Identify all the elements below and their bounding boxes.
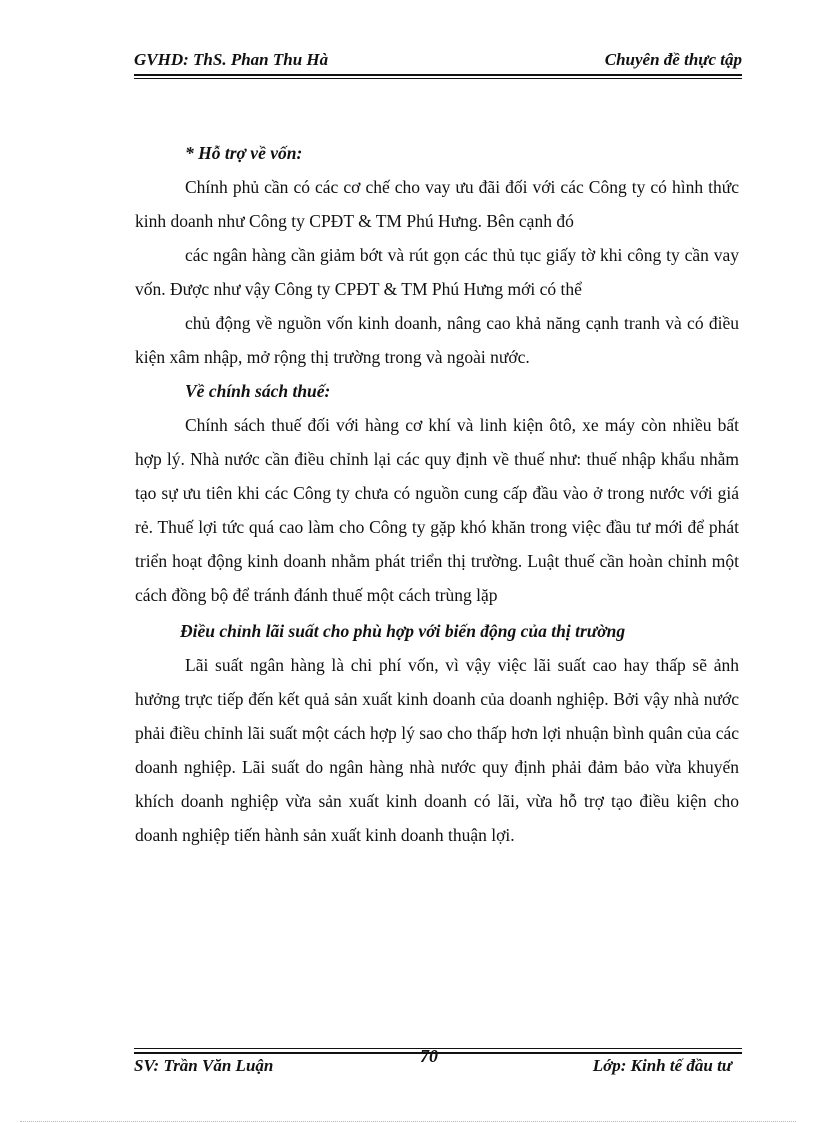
paragraph: Lãi suất ngân hàng là chi phí vốn, vì vậy việc lãi suất cao hay thấp sẽ ảnh hưởng trực tiếp đến kết quả sản xuất kinh doanh của doanh nghiệp. Bởi vậy nhà nước phải điều chỉnh lãi suất một cách hợp lý sao cho thấp hơn lợi nhuận bình quân của các doanh nghiệp. Lãi suất do ngân hàng nhà nước quy định phải đảm bảo vừa khuyến khích doanh nghiệp vừa sản xuất kinh doanh có lãi, vừa hỗ trợ tạo điều kiện cho doanh nghiệp tiến hành sản xuất kinh doanh thuận lợi.: [135, 655, 739, 845]
section-heading-interest: Điều chỉnh lãi suất cho phù hợp với biến động của thị trường: [180, 621, 626, 641]
header-rule-thin: [134, 78, 742, 79]
page-header: [134, 48, 742, 76]
footer-rule-thin: [134, 1048, 742, 1049]
footer-class: Lớp: Kinh tế đầu tư: [592, 1056, 732, 1075]
footer-student: SV: Trần Văn Luận: [134, 1056, 274, 1075]
header-rule: [134, 74, 742, 76]
paragraph: Chính phủ cần có các cơ chế cho vay ưu đãi đối với các Công ty có hình thức kinh doanh như Công ty CPĐT & TM Phú Hưng. Bên cạnh đó: [135, 177, 739, 231]
header-doc-title: Chuyên đề thực tập: [604, 50, 742, 69]
paragraph: Chính sách thuế đối với hàng cơ khí và linh kiện ôtô, xe máy còn nhiều bất hợp lý. Nhà nước cần điều chỉnh lại các quy định về thuế như: thuế nhập khẩu nhằm tạo sự ưu tiên khi các Công ty chưa có nguồn cung cấp đầu vào ở trong nước với giá rẻ. Thuế lợi tức quá cao làm cho Công ty gặp khó khăn trong việc đầu tư mới để phát triển hoạt động kinh doanh nhằm phát triển thị trường. Luật thuế cần hoàn chỉnh một cách đồng bộ để tránh đánh thuế một cách trùng lặp: [135, 415, 739, 605]
page-number: 70: [420, 1046, 438, 1066]
paragraph: các ngân hàng cần giảm bớt và rút gọn các thủ tục giấy tờ khi công ty cần vay vốn. Được như vậy Công ty CPĐT & TM Phú Hưng mới có thể: [135, 245, 739, 299]
page-body: [135, 136, 739, 852]
section-heading-capital: * Hỗ trợ về vốn:: [185, 143, 303, 163]
paragraph: chủ động về nguồn vốn kinh doanh, nâng cao khả năng cạnh tranh và có điều kiện xâm nhập, mở rộng thị trường trong và ngoài nước.: [135, 313, 739, 367]
page-footer: [134, 1046, 742, 1082]
header-supervisor: GVHD: ThS. Phan Thu Hà: [134, 50, 329, 69]
page-edge-dotted-line: [20, 1121, 796, 1122]
section-heading-tax: Về chính sách thuế:: [185, 381, 331, 401]
